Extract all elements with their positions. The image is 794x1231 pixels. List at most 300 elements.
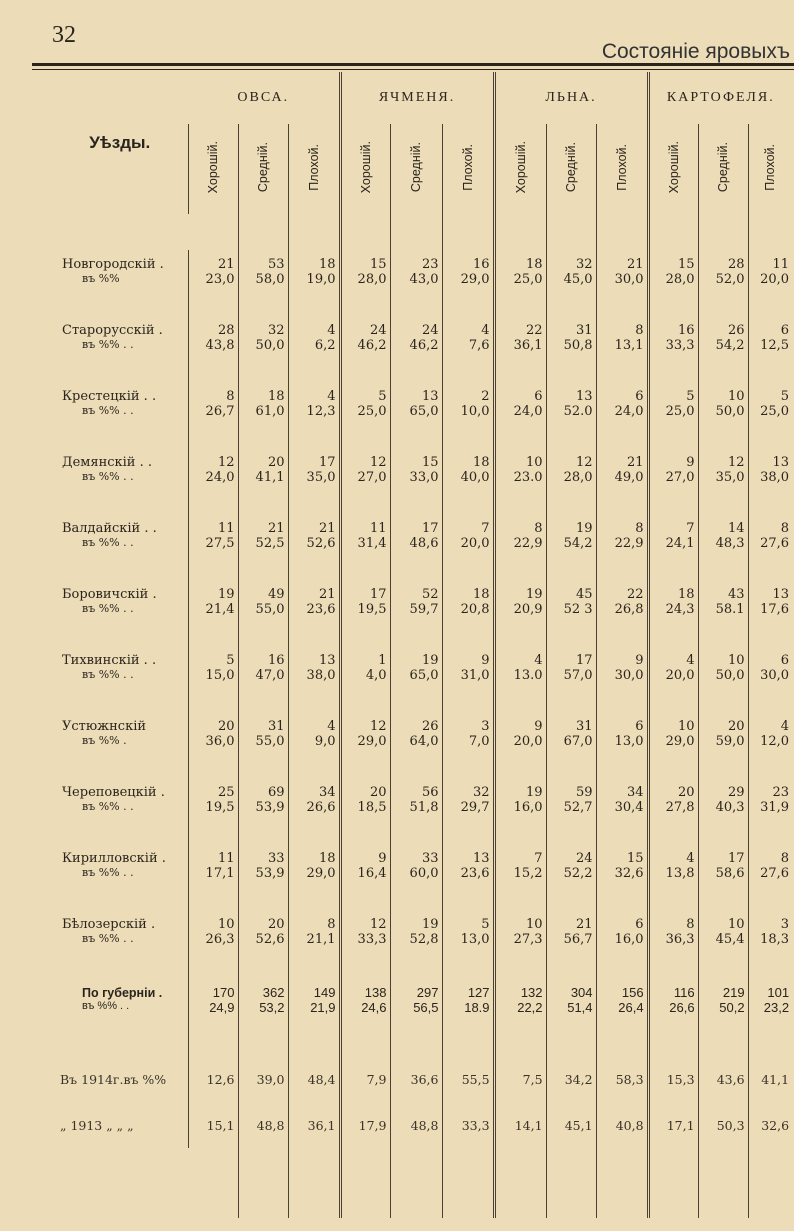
count-cell: 10 xyxy=(698,646,748,668)
spacer-cell xyxy=(340,214,390,250)
sub-header-label: Средній. xyxy=(564,141,579,193)
count-cell: 9 xyxy=(442,646,494,668)
sub-header xyxy=(238,124,288,214)
percent-cell: 21,4 xyxy=(205,602,235,617)
count-cell: 3 xyxy=(748,910,792,932)
total-percent-cell: 24,9 xyxy=(209,1000,235,1015)
percent-cell: 59,7 xyxy=(390,602,442,646)
group-header-potatoes: КАРТОФЕЛЯ. xyxy=(648,72,792,124)
table-row xyxy=(52,404,792,448)
count-cell: 52 xyxy=(390,580,442,602)
percent-cell: 43,8 xyxy=(205,338,235,353)
count-cell: 31 xyxy=(546,316,596,338)
sub-header xyxy=(288,124,340,214)
table-row xyxy=(52,866,792,910)
percent-cell: 46,2 xyxy=(390,338,442,382)
count-cell: 13 xyxy=(748,580,792,602)
spacer-cell xyxy=(442,214,494,250)
percent-cell: 20,0 xyxy=(442,536,494,580)
percent-cell: 19,0 xyxy=(288,272,340,316)
sub-header-label: Средній. xyxy=(409,141,423,193)
percent-cell: 50,0 xyxy=(238,338,288,382)
count-cell: 17 xyxy=(288,448,340,470)
count-cell: 15 xyxy=(340,250,390,272)
percent-cell: 24,1 xyxy=(648,536,698,580)
sub-header-label: Хорошій. xyxy=(358,140,373,194)
count-cell: 31 xyxy=(546,712,596,734)
total-count-cell: 219 xyxy=(698,976,748,1000)
percent-cell: 51,8 xyxy=(390,800,442,844)
count-cell: 49 xyxy=(238,580,288,602)
total-count-cell: 156 xyxy=(596,976,648,1000)
total-count-cell: 304 xyxy=(546,976,596,1000)
count-cell: 15 xyxy=(390,448,442,470)
percent-cell: 16,4 xyxy=(340,866,390,910)
total-count-cell: 149 xyxy=(288,976,340,1000)
count-cell: 20 xyxy=(217,719,235,734)
total-percent-cell: 21,9 xyxy=(288,1000,340,1056)
percent-cell: 27,6 xyxy=(748,536,792,580)
count-cell: 18 xyxy=(442,448,494,470)
count-cell: 12 xyxy=(698,448,748,470)
percent-cell: 23,0 xyxy=(205,272,235,287)
table-row xyxy=(52,734,792,778)
sub-header-label: Хорошій. xyxy=(513,140,528,194)
percent-cell: 65,0 xyxy=(390,404,442,448)
percent-cell: 20,9 xyxy=(494,602,546,646)
table-row xyxy=(52,1102,792,1148)
district-label: въ %% . . xyxy=(52,1000,188,1056)
percent-cell: 17,1 xyxy=(205,866,235,881)
count-cell: 5 xyxy=(340,382,390,404)
count-cell: 18 xyxy=(288,844,340,866)
count-cell: 10 xyxy=(698,910,748,932)
percent-cell: 53,9 xyxy=(238,866,288,910)
year-percent-cell: 33,3 xyxy=(442,1102,494,1148)
percent-cell: 26,3 xyxy=(205,932,235,947)
percent-cell: 35,0 xyxy=(288,470,340,514)
percent-cell: 12,5 xyxy=(748,338,792,382)
total-percent-cell: 24,6 xyxy=(340,1000,390,1056)
count-cell: 10 xyxy=(648,712,698,734)
count-cell: 5 xyxy=(748,382,792,404)
count-cell: 8 xyxy=(494,514,546,536)
count-cell: 6 xyxy=(596,382,648,404)
sub-header xyxy=(698,124,748,214)
percent-cell: 13,8 xyxy=(648,866,698,910)
spacer-cell xyxy=(546,214,596,250)
percent-cell: 36,3 xyxy=(648,932,698,976)
percent-cell: 36,0 xyxy=(205,734,235,749)
percent-cell: 27,5 xyxy=(205,536,235,551)
table-row xyxy=(52,910,792,932)
percent-cell: 25,0 xyxy=(648,404,698,448)
count-cell: 13 xyxy=(546,382,596,404)
count-cell: 53 xyxy=(238,250,288,272)
percent-cell: 25,0 xyxy=(340,404,390,448)
spacer-cell xyxy=(648,1148,698,1218)
total-count-cell: 127 xyxy=(442,976,494,1000)
district-label: въ %% . . xyxy=(52,602,188,646)
table-row xyxy=(52,602,792,646)
total-percent-cell: 50,2 xyxy=(698,1000,748,1056)
year-percent-cell: 36,1 xyxy=(288,1102,340,1148)
district-label: въ %% . . xyxy=(52,866,188,910)
count-cell: 15 xyxy=(648,250,698,272)
spacer-cell xyxy=(188,1148,238,1218)
percent-cell: 27,6 xyxy=(748,866,792,910)
percent-cell: 65,0 xyxy=(390,668,442,712)
count-cell: 32 xyxy=(238,316,288,338)
total-count-cell: 116 xyxy=(648,976,698,1000)
percent-cell: 16,0 xyxy=(494,800,546,844)
sub-header xyxy=(442,124,494,214)
count-cell: 17 xyxy=(698,844,748,866)
percent-cell: 33,0 xyxy=(390,470,442,514)
count-cell: 7 xyxy=(442,514,494,536)
year-percent-cell: 48,4 xyxy=(288,1056,340,1102)
sub-header xyxy=(188,124,238,214)
year-percent-cell: 50,3 xyxy=(698,1102,748,1148)
count-cell: 18 xyxy=(494,250,546,272)
percent-cell: 15,0 xyxy=(205,668,235,683)
count-cell: 4 xyxy=(648,844,698,866)
percent-cell: 52,5 xyxy=(238,536,288,580)
percent-cell: 64,0 xyxy=(390,734,442,778)
table-row xyxy=(52,470,792,514)
count-cell: 13 xyxy=(390,382,442,404)
count-cell: 45 xyxy=(546,580,596,602)
count-cell: 22 xyxy=(494,316,546,338)
district-label: въ %% . xyxy=(52,734,188,778)
spacer-cell xyxy=(238,214,288,250)
percent-cell: 52,6 xyxy=(238,932,288,976)
sub-header xyxy=(340,124,390,214)
total-count-cell: 362 xyxy=(238,976,288,1000)
district-label: Тихвинскій . . xyxy=(52,646,188,668)
row-header: Уѣзды. xyxy=(89,133,151,152)
percent-cell: 49,0 xyxy=(596,470,648,514)
count-cell: 7 xyxy=(648,514,698,536)
percent-cell: 12,0 xyxy=(748,734,792,778)
count-cell: 12 xyxy=(340,448,390,470)
district-label: Новгородскій . xyxy=(52,250,188,272)
percent-cell: 24,0 xyxy=(205,470,235,485)
percent-cell: 55,0 xyxy=(238,734,288,778)
count-cell: 6 xyxy=(596,910,648,932)
year-percent-cell: 7,5 xyxy=(494,1056,546,1102)
percent-cell: 26,6 xyxy=(288,800,340,844)
district-label: Крестецкій . . xyxy=(52,382,188,404)
year-percent-cell: 14,1 xyxy=(494,1102,546,1148)
percent-cell: 13,0 xyxy=(442,932,494,976)
spacer-cell xyxy=(340,1148,390,1218)
percent-cell: 54,2 xyxy=(698,338,748,382)
spacer-cell xyxy=(596,214,648,250)
count-cell: 29 xyxy=(698,778,748,800)
district-label: Череповецкій . xyxy=(52,778,188,800)
count-cell: 4 xyxy=(494,646,546,668)
percent-cell: 57,0 xyxy=(546,668,596,712)
year-percent-cell: 32,6 xyxy=(748,1102,792,1148)
percent-cell: 50,0 xyxy=(698,668,748,712)
table-row xyxy=(52,778,792,800)
total-percent-cell: 53,2 xyxy=(238,1000,288,1056)
count-cell: 25 xyxy=(217,785,235,800)
percent-cell: 30,0 xyxy=(596,272,648,316)
percent-cell: 41,1 xyxy=(238,470,288,514)
top-rule-thin xyxy=(32,69,794,70)
count-cell: 56 xyxy=(390,778,442,800)
spacer-cell xyxy=(288,1148,340,1218)
count-cell: 43 xyxy=(698,580,748,602)
count-cell: 20 xyxy=(238,448,288,470)
district-label: въ %% . . xyxy=(52,536,188,580)
spacer-cell xyxy=(238,1148,288,1218)
percent-cell: 67,0 xyxy=(546,734,596,778)
spacer-cell xyxy=(698,1148,748,1218)
spacer-row xyxy=(52,1148,792,1218)
percent-cell: 52.0 xyxy=(546,404,596,448)
total-percent-cell: 18.9 xyxy=(442,1000,494,1056)
count-cell: 24 xyxy=(390,316,442,338)
sub-header-label: Средній. xyxy=(256,141,270,193)
count-cell: 32 xyxy=(546,250,596,272)
percent-cell: 10,0 xyxy=(442,404,494,448)
group-header-flax: ЛЬНА. xyxy=(494,72,648,124)
count-cell: 6 xyxy=(494,382,546,404)
percent-cell: 29,0 xyxy=(340,734,390,778)
sub-header-label: Плохой. xyxy=(306,143,321,191)
percent-cell: 52 3 xyxy=(546,602,596,646)
year-percent-cell: 41,1 xyxy=(748,1056,792,1102)
district-label: въ %% . . xyxy=(52,800,188,844)
count-cell: 4 xyxy=(288,712,340,734)
district-label: Боровичскій . xyxy=(52,580,188,602)
table-row xyxy=(52,1056,792,1102)
percent-cell: 27,0 xyxy=(648,470,698,514)
percent-cell: 26,8 xyxy=(596,602,648,646)
count-cell: 12 xyxy=(340,910,390,932)
percent-cell: 16,0 xyxy=(596,932,648,976)
running-title: Состояніе яровыхъ xyxy=(601,40,790,63)
percent-cell: 29,0 xyxy=(288,866,340,910)
count-cell: 18 xyxy=(238,382,288,404)
district-label: Валдайскій . . xyxy=(52,514,188,536)
table-row xyxy=(52,976,792,1000)
count-cell: 18 xyxy=(442,580,494,602)
count-cell: 8 xyxy=(596,514,648,536)
count-cell: 20 xyxy=(238,910,288,932)
count-cell: 19 xyxy=(494,778,546,800)
year-percent-cell: 12,6 xyxy=(206,1071,235,1087)
spacer-cell xyxy=(748,1148,792,1218)
count-cell: 33 xyxy=(238,844,288,866)
table-row xyxy=(52,932,792,976)
count-cell: 4 xyxy=(748,712,792,734)
district-label: въ %% . . xyxy=(52,932,188,976)
count-cell: 2 xyxy=(442,382,494,404)
total-percent-cell: 26,6 xyxy=(648,1000,698,1056)
count-cell: 16 xyxy=(238,646,288,668)
sub-header xyxy=(596,124,648,214)
percent-cell: 56,7 xyxy=(546,932,596,976)
percent-cell: 20,0 xyxy=(648,668,698,712)
count-cell: 31 xyxy=(238,712,288,734)
percent-cell: 52,8 xyxy=(390,932,442,976)
percent-cell: 24,3 xyxy=(648,602,698,646)
count-cell: 21 xyxy=(546,910,596,932)
count-cell: 10 xyxy=(217,917,235,932)
count-cell: 9 xyxy=(596,646,648,668)
count-cell: 18 xyxy=(288,250,340,272)
count-cell: 24 xyxy=(340,316,390,338)
percent-cell: 22,9 xyxy=(494,536,546,580)
percent-cell: 17,6 xyxy=(748,602,792,646)
percent-cell: 47,0 xyxy=(238,668,288,712)
count-cell: 19 xyxy=(546,514,596,536)
count-cell: 28 xyxy=(217,323,235,338)
percent-cell: 25,0 xyxy=(494,272,546,316)
percent-cell: 13,0 xyxy=(596,734,648,778)
count-cell: 5 xyxy=(226,653,235,668)
percent-cell: 20,8 xyxy=(442,602,494,646)
count-cell: 5 xyxy=(648,382,698,404)
count-cell: 16 xyxy=(648,316,698,338)
crop-condition-table xyxy=(52,72,792,1218)
percent-cell: 52,6 xyxy=(288,536,340,580)
sub-header-label: Плохой. xyxy=(763,143,778,191)
count-cell: 5 xyxy=(442,910,494,932)
percent-cell: 24,0 xyxy=(494,404,546,448)
percent-cell: 38,0 xyxy=(288,668,340,712)
count-cell: 4 xyxy=(648,646,698,668)
percent-cell: 54,2 xyxy=(546,536,596,580)
count-cell: 7 xyxy=(494,844,546,866)
year-percent-cell: 43,6 xyxy=(698,1056,748,1102)
percent-cell: 46,2 xyxy=(340,338,390,382)
count-cell: 9 xyxy=(340,844,390,866)
percent-cell: 25,0 xyxy=(748,404,792,448)
percent-cell: 19,5 xyxy=(205,800,235,815)
count-cell: 8 xyxy=(226,389,235,404)
spacer-cell xyxy=(596,1148,648,1218)
count-cell: 19 xyxy=(217,587,235,602)
count-cell: 21 xyxy=(288,580,340,602)
district-label: въ %% . . xyxy=(52,470,188,514)
table-row xyxy=(52,338,792,382)
table-row xyxy=(52,1000,792,1056)
table-row xyxy=(52,250,792,272)
percent-cell: 52,0 xyxy=(698,272,748,316)
count-cell: 21 xyxy=(596,448,648,470)
count-cell: 20 xyxy=(340,778,390,800)
percent-cell: 15,2 xyxy=(494,866,546,910)
percent-cell: 38,0 xyxy=(748,470,792,514)
count-cell: 6 xyxy=(748,646,792,668)
district-label: Кирилловскій . xyxy=(52,844,188,866)
percent-cell: 27,0 xyxy=(340,470,390,514)
year-percent-cell: 40,8 xyxy=(596,1102,648,1148)
count-cell: 23 xyxy=(748,778,792,800)
total-count-cell: 101 xyxy=(748,976,792,1000)
count-cell: 10 xyxy=(494,910,546,932)
percent-cell: 28,0 xyxy=(340,272,390,316)
count-cell: 20 xyxy=(698,712,748,734)
percent-cell: 36,1 xyxy=(494,338,546,382)
percent-cell: 48,3 xyxy=(698,536,748,580)
percent-cell: 24,0 xyxy=(596,404,648,448)
table-row xyxy=(52,382,792,404)
count-cell: 17 xyxy=(340,580,390,602)
count-cell: 18 xyxy=(648,580,698,602)
percent-cell: 33,3 xyxy=(648,338,698,382)
count-cell: 21 xyxy=(596,250,648,272)
count-cell: 16 xyxy=(442,250,494,272)
count-cell: 6 xyxy=(748,316,792,338)
percent-cell: 31,9 xyxy=(748,800,792,844)
percent-cell: 32,6 xyxy=(596,866,648,910)
count-cell: 12 xyxy=(340,712,390,734)
table-row xyxy=(52,668,792,712)
count-cell: 8 xyxy=(648,910,698,932)
table-row xyxy=(52,580,792,602)
count-cell: 22 xyxy=(596,580,648,602)
percent-cell: 4,0 xyxy=(340,668,390,712)
count-cell: 9 xyxy=(648,448,698,470)
percent-cell: 22,9 xyxy=(596,536,648,580)
sub-header-label: Хорошій. xyxy=(666,140,681,194)
percent-cell: 40,0 xyxy=(442,470,494,514)
percent-cell: 19,5 xyxy=(340,602,390,646)
percent-cell: 58.1 xyxy=(698,602,748,646)
percent-cell: 20,0 xyxy=(748,272,792,316)
percent-cell: 58,0 xyxy=(238,272,288,316)
count-cell: 15 xyxy=(596,844,648,866)
count-cell: 12 xyxy=(546,448,596,470)
count-cell: 17 xyxy=(390,514,442,536)
spacer-cell xyxy=(390,214,442,250)
year-percent-cell: 15,1 xyxy=(206,1117,235,1133)
count-cell: 4 xyxy=(288,316,340,338)
percent-cell: 30,0 xyxy=(748,668,792,712)
count-cell: 69 xyxy=(238,778,288,800)
district-label: въ %% . . xyxy=(52,404,188,448)
percent-cell: 52,7 xyxy=(546,800,596,844)
count-cell: 19 xyxy=(390,910,442,932)
percent-cell: 43,0 xyxy=(390,272,442,316)
percent-cell: 30,4 xyxy=(596,800,648,844)
percent-cell: 6,2 xyxy=(288,338,340,382)
count-cell: 17 xyxy=(546,646,596,668)
percent-cell: 13,1 xyxy=(596,338,648,382)
percent-cell: 45,4 xyxy=(698,932,748,976)
count-cell: 19 xyxy=(494,580,546,602)
table-row xyxy=(52,800,792,844)
count-cell: 4 xyxy=(442,316,494,338)
total-percent-cell: 22,2 xyxy=(494,1000,546,1056)
sub-header-label: Плохой. xyxy=(614,143,629,191)
district-label: въ %% . . xyxy=(52,668,188,712)
percent-cell: 45,0 xyxy=(546,272,596,316)
percent-cell: 29,0 xyxy=(648,734,698,778)
sub-header xyxy=(546,124,596,214)
count-cell: 4 xyxy=(288,382,340,404)
table-row xyxy=(52,514,792,536)
sub-header-label: Средній. xyxy=(716,141,731,193)
count-cell: 12 xyxy=(217,455,235,470)
count-cell: 11 xyxy=(748,250,792,272)
